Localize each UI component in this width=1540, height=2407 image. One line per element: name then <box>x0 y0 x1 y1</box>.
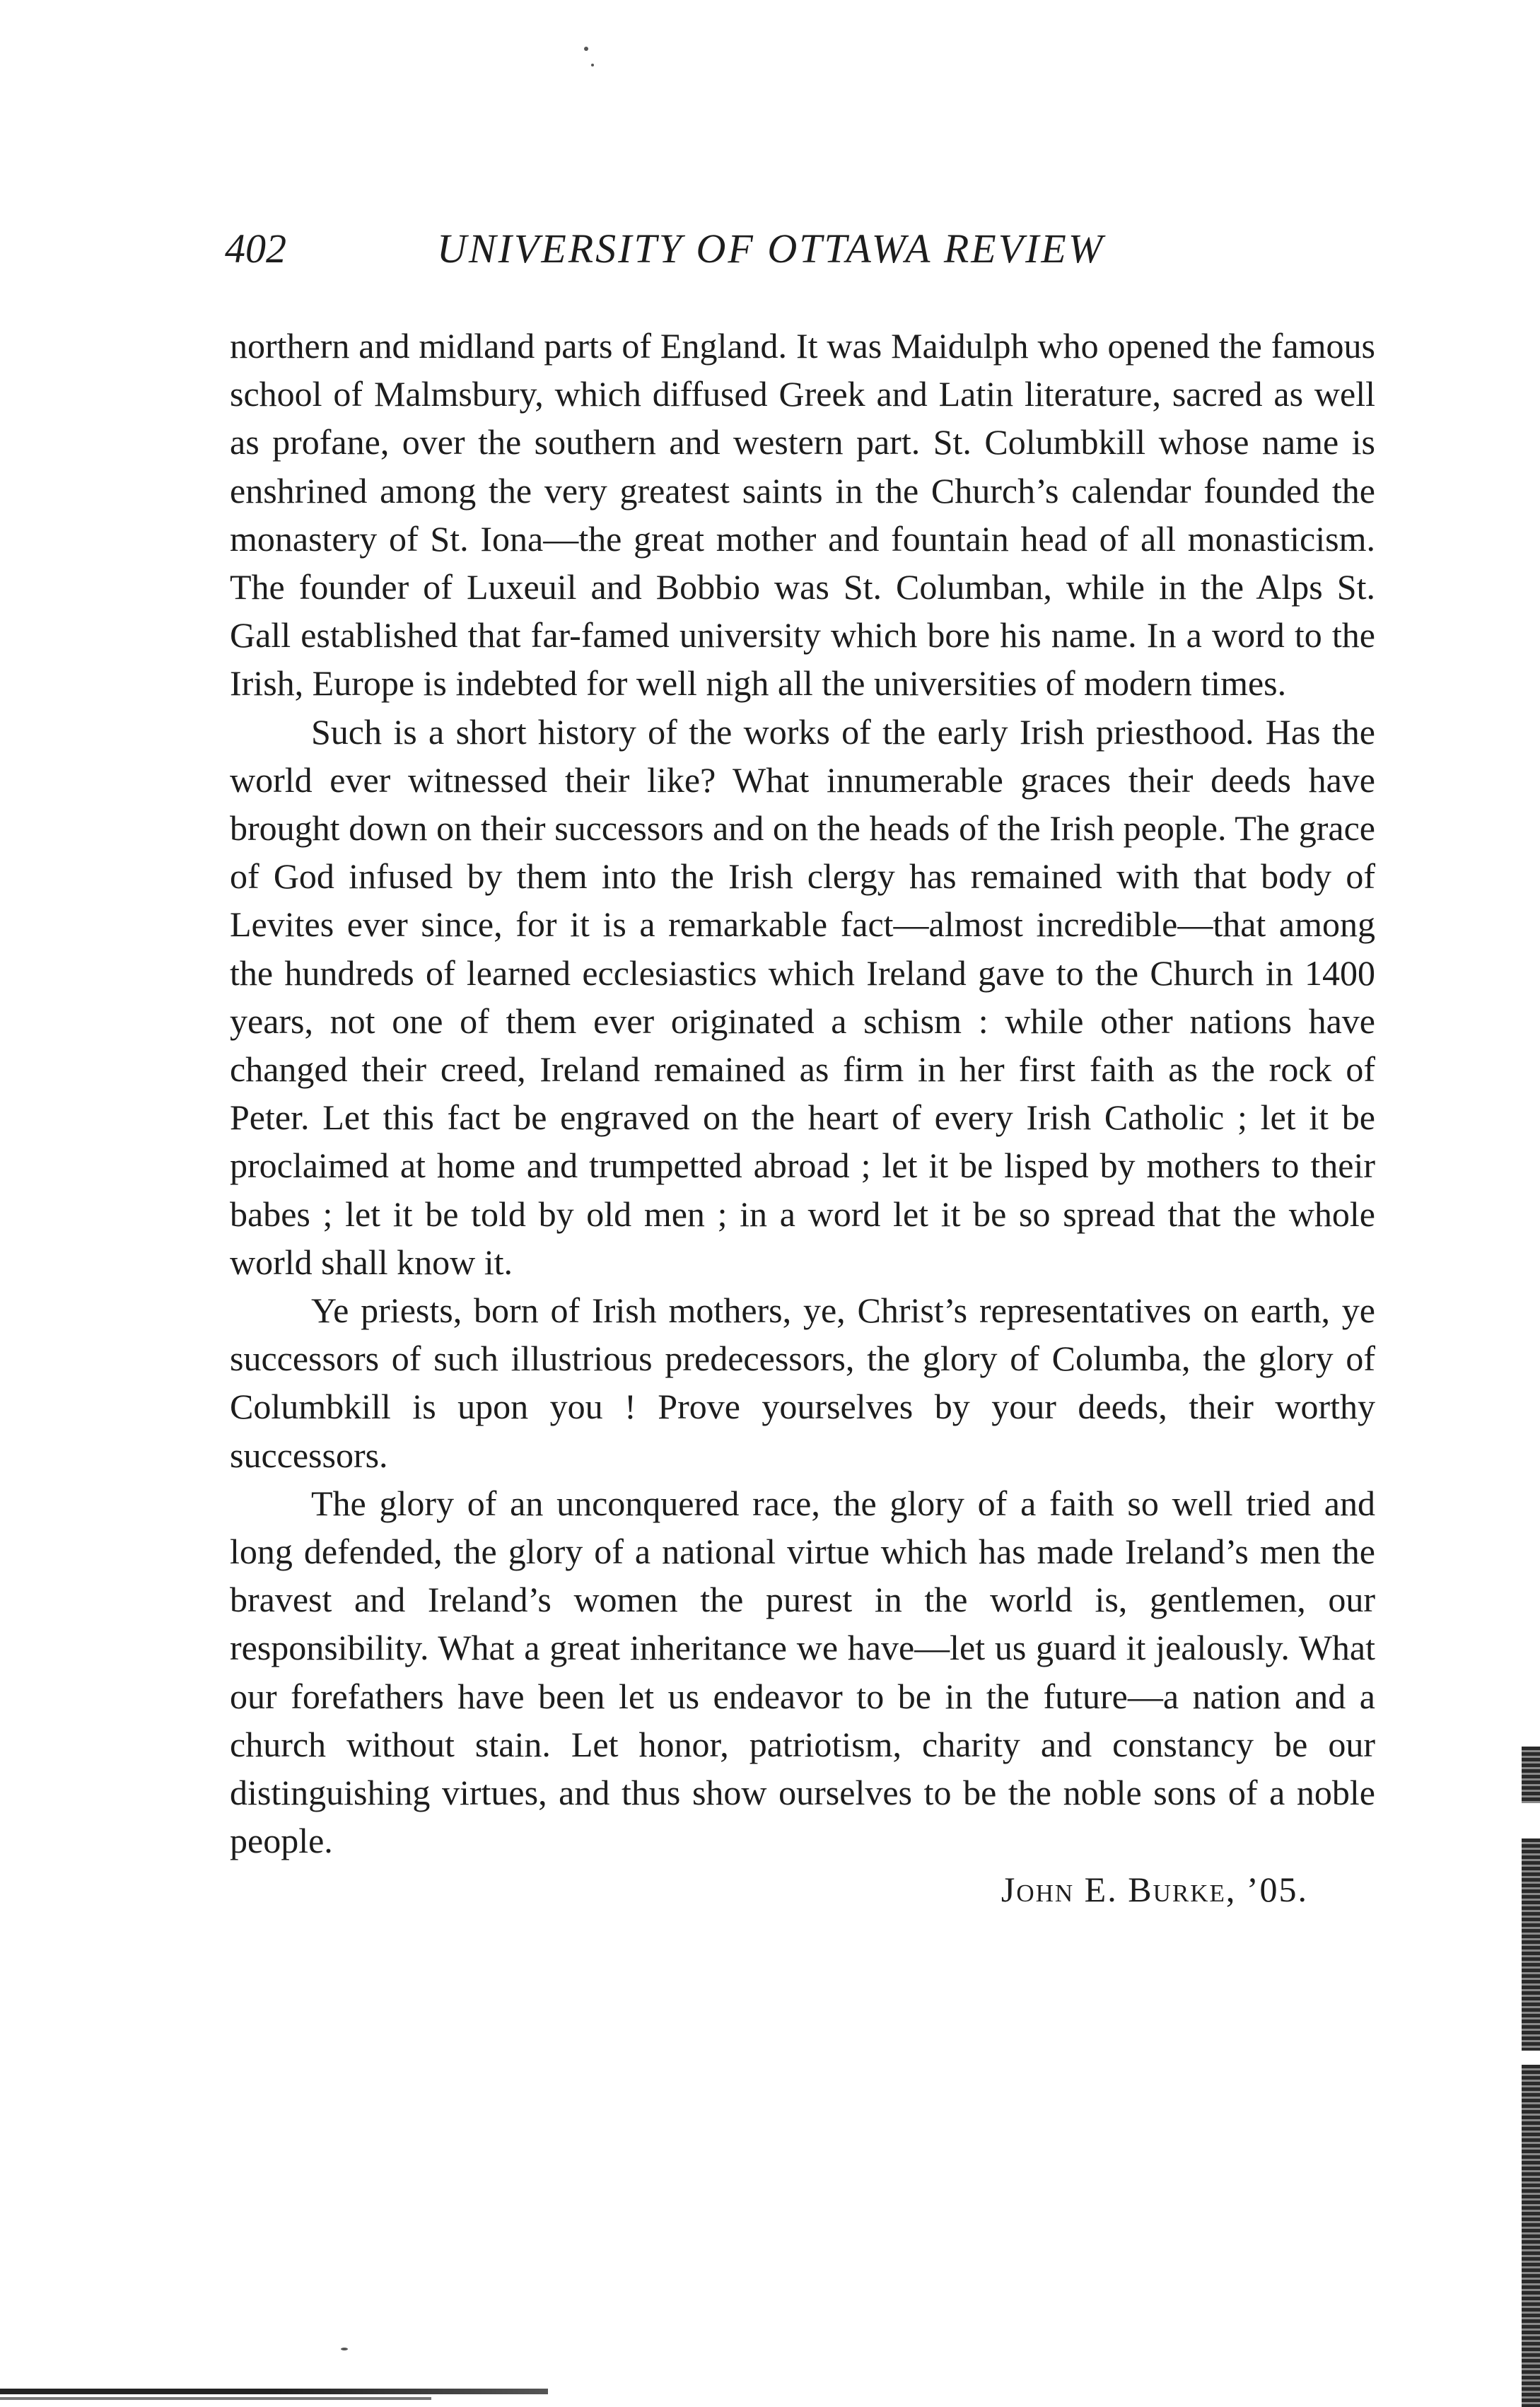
paragraph: The glory of an unconquered race, the glory of a faith so well tried and long defended, the glory of a national virtue which has made Ireland’s men the bravest and Ireland’s women the purest in the world is, gentlemen, our responsibility. What a great inheritance we have—let us guard it jealously. What our forefathers have been let us endeavor to be in the future—a nation and a church without stain. Let honor, patriotism, charity and constancy be our distinguishing virtues, and thus show ourselves to be the noble sons of a noble people. <box>230 1483 1375 1861</box>
running-title: UNIVERSITY OF OTTAWA REVIEW <box>437 226 1105 272</box>
page-bottom-edge <box>0 2397 431 2400</box>
article-body <box>230 322 1375 1913</box>
page-number: 402 <box>225 226 286 272</box>
paragraph: Ye priests, born of Irish mothers, ye, Christ’s representatives on earth, ye successors of such illustrious predecessors, the glory of Columba, the glory of Columbkill is upon you ! Prove yourselves by your deeds, their worthy successors. <box>230 1290 1375 1475</box>
scan-speck <box>341 2348 348 2350</box>
author-signature: John E. Burke, ’05. <box>1001 1869 1308 1909</box>
scan-speck <box>584 47 588 51</box>
page-bottom-edge <box>0 2389 548 2394</box>
scan-speck <box>591 64 594 66</box>
paragraph: Such is a short history of the works of the early Irish priesthood. Has the world ever witnessed their like? What innumerable graces their deeds have brought down on their successors and on the heads of the Irish people. The grace of God infused by them into the Irish clergy has remained with that body of Levites ever since, for it is a remarkable fact—almost incredible—that among the hundreds of learned ecclesiastics which Ireland gave to the Church in 1400 years, not one of them ever originated a schism : while other nations have changed their creed, Ireland remained as firm in her first faith as the rock of Peter. Let this fact be engraved on the heart of every Irish Catholic ; let it be proclaimed at home and trumpetted abroad ; let it be lisped by mothers to their babes ; let it be told by old men ; in a word let it be so spread that the whole world shall know it. <box>230 711 1375 1282</box>
page-edge-shadow <box>1522 2065 1540 2407</box>
page-header <box>225 225 1370 289</box>
paragraph: northern and midland parts of England. It was Maidulph who opened the famous school of Malmsbury, which diffused Greek and Latin literature, sacred as well as profane, over the southern and western part. St. Columbkill whose name is enshrined among the very greatest saints in the Church’s calendar founded the monastery of St. Iona—the great mother and fountain head of all monasticism. The founder of Luxeuil and Bobbio was St. Columban, while in the Alps St. Gall established that far-famed university which bore his name. In a word to the Irish, Europe is indebted for well nigh all the universities of modern times. <box>230 326 1375 704</box>
page-edge-shadow <box>1522 1838 1540 2051</box>
page-edge-shadow <box>1522 1747 1540 1803</box>
